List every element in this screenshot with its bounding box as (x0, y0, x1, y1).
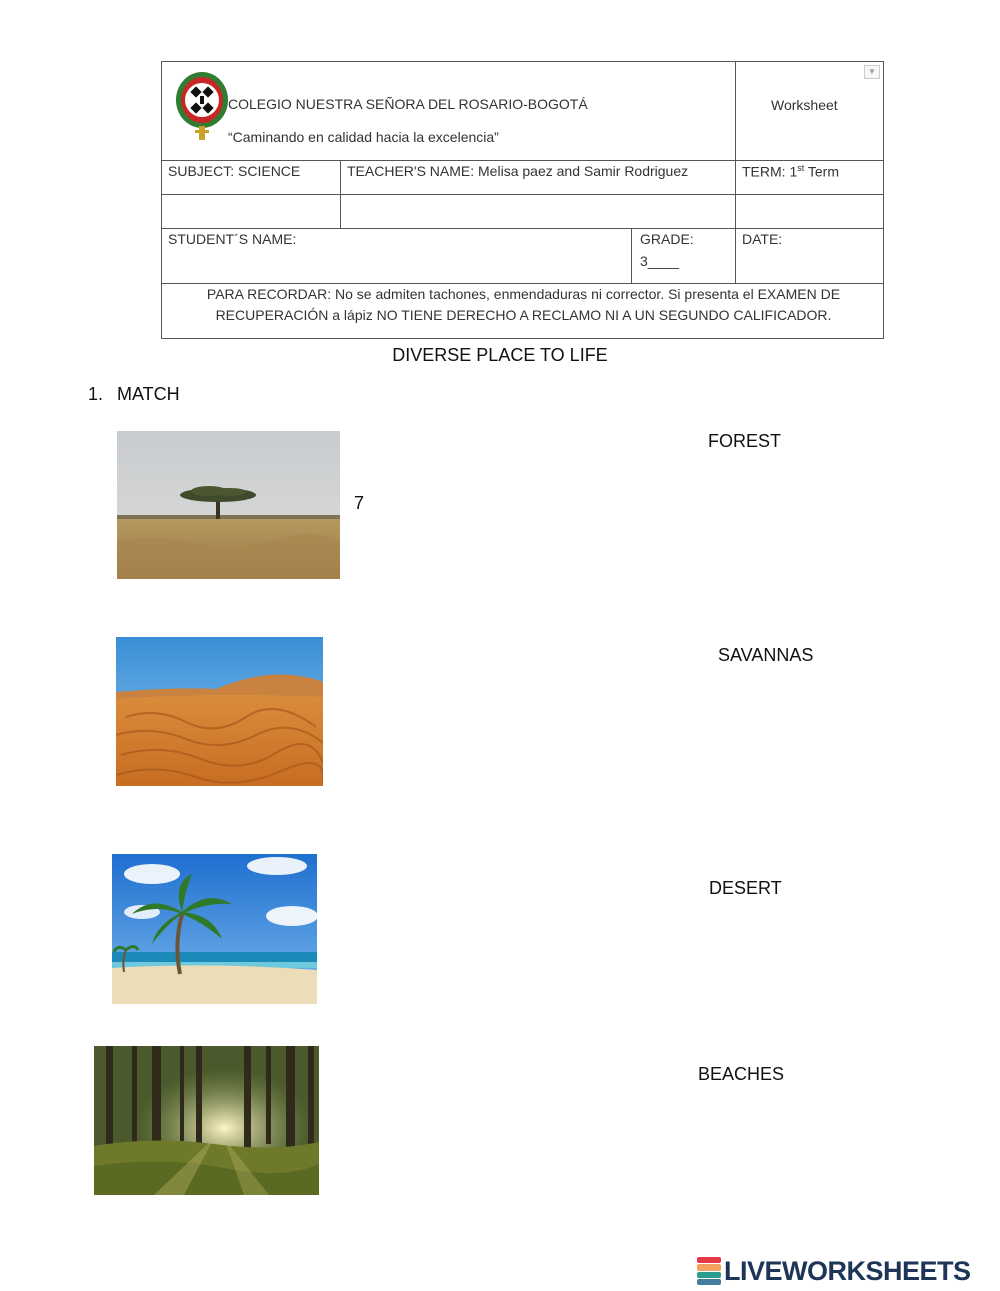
beach-photo-icon (112, 854, 317, 1004)
forest-photo-icon (94, 1046, 319, 1195)
school-motto: “Caminando en calidad hacia la excelencia” (228, 129, 499, 145)
desert-photo-icon (116, 637, 323, 786)
school-logo-icon (174, 68, 230, 142)
answer-input[interactable]: 7 (354, 493, 365, 513)
match-word-forest[interactable]: FOREST (708, 431, 782, 451)
subject-label: SUBJECT: SCIENCE (168, 163, 301, 179)
brand-blocks-icon (697, 1257, 721, 1285)
worksheet-title: DIVERSE PLACE TO LIFE (392, 345, 608, 365)
teacher-label: TEACHER'S NAME: Melisa paez and Samir Rodriguez (347, 163, 689, 179)
reminder-note: PARA RECORDAR: No se admiten tachones, enmendaduras ni corrector. Si presenta el EXAMEN DE RECUPERACIÓN a lápiz NO TIENE DERECHO A RECLAMO NI A UN SEGUNDO CALIFICADOR. (206, 286, 841, 323)
match-word-desert[interactable]: DESERT (709, 878, 782, 898)
match-word-savannas[interactable]: SAVANNAS (718, 645, 814, 665)
header-table (161, 61, 884, 339)
match-word-beaches[interactable]: BEACHES (698, 1064, 785, 1084)
date-label: DATE: (742, 231, 783, 247)
question-number: 1. (88, 384, 104, 404)
dropdown-toggle-icon[interactable]: ▼ (864, 65, 880, 79)
doc-type-label: Worksheet (771, 97, 838, 113)
student-name-label: STUDENT´S NAME: (168, 231, 297, 247)
grade-label: GRADE: (640, 231, 694, 247)
savanna-photo-icon (117, 431, 340, 579)
school-name: COLEGIO NUESTRA SEÑORA DEL ROSARIO-BOGOTÁ (228, 96, 588, 112)
liveworksheets-logo (697, 1255, 971, 1287)
brand-name: LIVEWORKSHEETS (724, 1255, 971, 1286)
question-label: MATCH (117, 384, 180, 404)
grade-value: 3____ (640, 253, 679, 269)
term-label: TERM: 1st Term (742, 163, 839, 180)
